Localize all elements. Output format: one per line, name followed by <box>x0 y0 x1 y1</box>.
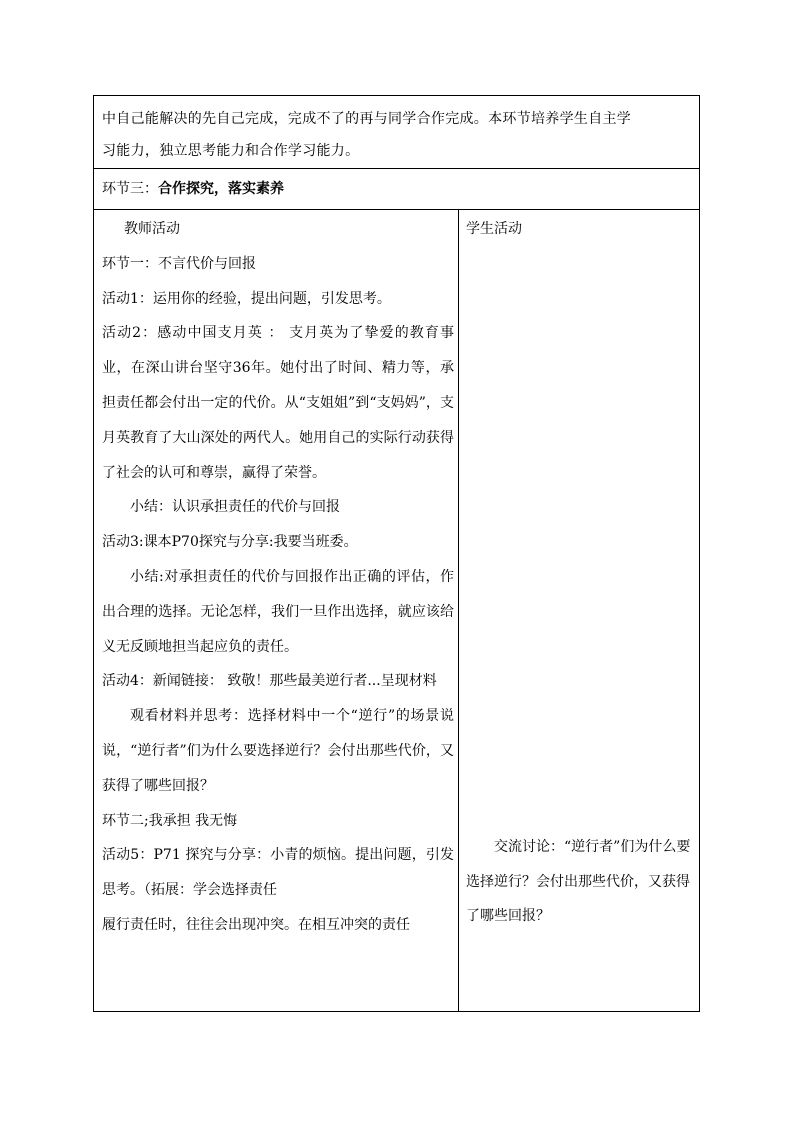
teacher-para-3: 活动2：感动中国支月英 ： 支月英为了挚爱的教育事业，在深山讲台坚守36年。她付出了时间、精力等，承担责任都会付出一定的代价。从“支姐姐”到“支妈妈”，支月英教育了大山深处的两代人。她用自己的实际行动获得了社会的认可和尊崇，赢得了荣誉。 <box>102 325 454 481</box>
intro-line-1: 中自己能解决的先自己完成，完成不了的再与同学合作完成。本环节培养学生自主学 <box>102 111 632 127</box>
student-discussion: 交流讨论：“逆行者”们为什么要选择逆行？会付出那些代价，又获得了哪些回报？ <box>466 838 691 925</box>
intro-line-2: 习能力，独立思考能力和合作学习能力。 <box>102 143 360 159</box>
teacher-para-7: 活动4：新闻链接： 致敬！那些最美逆行者...呈现材料 <box>102 673 437 690</box>
lesson-table <box>93 95 700 1012</box>
student-activity-column <box>466 212 696 934</box>
teacher-para-9: 环节二;我承担 我无悔 <box>102 812 238 829</box>
teacher-para-4: 小结：认识承担责任的代价与回报 <box>130 499 340 516</box>
teacher-activity-column <box>102 212 454 943</box>
section-label: 环节三： <box>102 181 158 197</box>
intro-row <box>94 96 699 169</box>
section-title: 合作探究，落实素养 <box>158 181 284 197</box>
teacher-para-2: 活动1：运用你的经验，提出问题，引发思考。 <box>102 290 391 307</box>
section-heading-row <box>94 169 699 210</box>
teacher-para-11: 履行责任时，往往会出现冲突。在相互冲突的责任 <box>102 916 410 933</box>
column-divider <box>458 210 459 1012</box>
teacher-para-8: 观看材料并思考：选择材料中一个“逆行”的场景说说，“逆行者”们为什么要选择逆行？会付出那些代价，又获得了哪些回报？ <box>102 708 454 794</box>
teacher-para-6: 小结:对承担责任的代价与回报作出正确的评估，作出合理的选择。无论怎样，我们一旦作出选择，就应该给义无反顾地担当起应负的责任。 <box>102 568 454 655</box>
teacher-para-5: 活动3:课本P70探究与分享:我要当班委。 <box>102 534 358 551</box>
teacher-heading: 教师活动 <box>124 221 180 237</box>
student-heading: 学生活动 <box>466 221 522 237</box>
teacher-para-1: 环节一：不言代价与回报 <box>102 255 256 272</box>
teacher-para-10: 活动5：P71 探究与分享：小青的烦恼。提出问题，引发思考。（拓展：学会选择责任 <box>102 847 454 899</box>
